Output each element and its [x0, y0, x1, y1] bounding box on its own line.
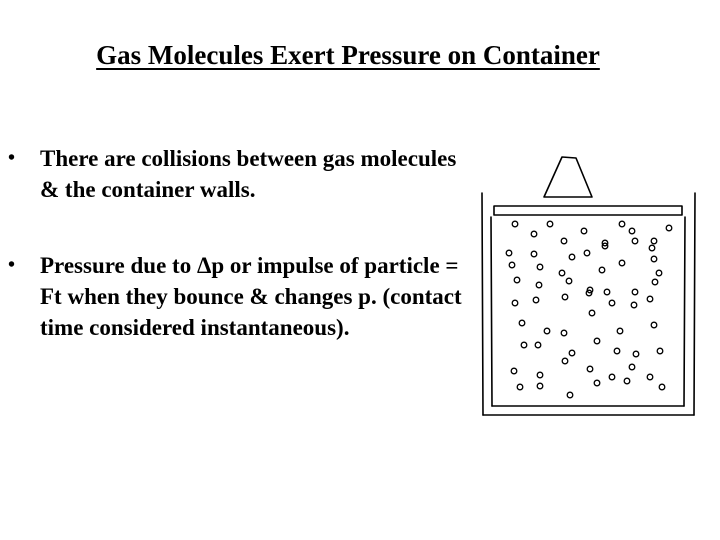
weight-block	[544, 157, 592, 197]
gas-molecule	[624, 378, 630, 384]
bullet-text-pressure: Pressure due to Δp or impulse of particle = Ft when they bounce & changes p. (contact time considered instantaneous).	[40, 253, 462, 340]
gas-molecule	[652, 279, 658, 285]
gas-molecule	[651, 322, 657, 328]
gas-molecule	[521, 342, 527, 348]
gas-molecule	[647, 296, 653, 302]
gas-molecule	[594, 338, 600, 344]
gas-molecule	[656, 270, 662, 276]
molecule-group	[506, 221, 672, 398]
gas-molecule	[506, 250, 512, 256]
gas-molecule	[562, 294, 568, 300]
gas-molecule	[584, 250, 590, 256]
gas-molecule	[561, 238, 567, 244]
gas-molecule	[629, 364, 635, 370]
gas-molecule	[533, 297, 539, 303]
container-wall-left-inner	[491, 217, 492, 406]
gas-molecule	[587, 366, 593, 372]
bullet-marker: •	[8, 254, 16, 276]
bullet-item-collisions	[8, 143, 478, 205]
gas-molecule	[589, 310, 595, 316]
gas-molecule	[535, 342, 541, 348]
gas-molecule	[619, 260, 625, 266]
bullet-list	[8, 143, 478, 388]
gas-molecule	[514, 277, 520, 283]
gas-molecule	[609, 300, 615, 306]
gas-molecule	[569, 350, 575, 356]
gas-container-piston-drawing-icon	[472, 155, 702, 420]
gas-molecule	[537, 264, 543, 270]
gas-molecule	[617, 328, 623, 334]
gas-molecule	[619, 221, 625, 227]
gas-molecule	[544, 328, 550, 334]
gas-molecule	[511, 368, 517, 374]
gas-molecule	[629, 228, 635, 234]
gas-molecule	[517, 384, 523, 390]
gas-molecule	[569, 254, 575, 260]
piston	[494, 206, 682, 215]
gas-molecule	[632, 289, 638, 295]
gas-molecule	[537, 383, 543, 389]
gas-molecule	[631, 302, 637, 308]
bullet-item-pressure	[8, 250, 478, 343]
bullet-marker: •	[8, 147, 16, 169]
gas-molecule	[509, 262, 515, 268]
gas-molecule	[537, 372, 543, 378]
gas-molecule	[567, 392, 573, 398]
gas-molecule	[562, 358, 568, 364]
gas-molecule	[651, 238, 657, 244]
gas-molecule	[594, 380, 600, 386]
gas-molecule	[531, 251, 537, 257]
gas-molecule	[519, 320, 525, 326]
gas-molecule	[649, 245, 655, 251]
gas-molecule	[604, 289, 610, 295]
gas-molecule	[547, 221, 553, 227]
gas-molecule	[647, 374, 653, 380]
container-wall-left-outer	[482, 193, 483, 415]
gas-molecule	[609, 374, 615, 380]
gas-molecule	[581, 228, 587, 234]
gas-molecule	[531, 231, 537, 237]
gas-molecule	[512, 300, 518, 306]
gas-molecule	[561, 330, 567, 336]
gas-molecule	[599, 267, 605, 273]
container-wall-right-outer	[694, 193, 695, 415]
gas-molecule	[657, 348, 663, 354]
gas-molecule	[632, 238, 638, 244]
gas-molecule	[666, 225, 672, 231]
bullet-text-collisions: There are collisions between gas molecules & the container walls.	[40, 146, 457, 202]
gas-molecule	[614, 348, 620, 354]
gas-molecule	[566, 278, 572, 284]
container-wall-right-inner	[684, 217, 685, 406]
gas-molecule	[659, 384, 665, 390]
gas-molecule	[651, 256, 657, 262]
slide-title: Gas Molecules Exert Pressure on Container	[96, 40, 600, 70]
gas-molecule	[559, 270, 565, 276]
gas-molecule	[536, 282, 542, 288]
gas-molecule	[633, 351, 639, 357]
gas-molecule	[512, 221, 518, 227]
